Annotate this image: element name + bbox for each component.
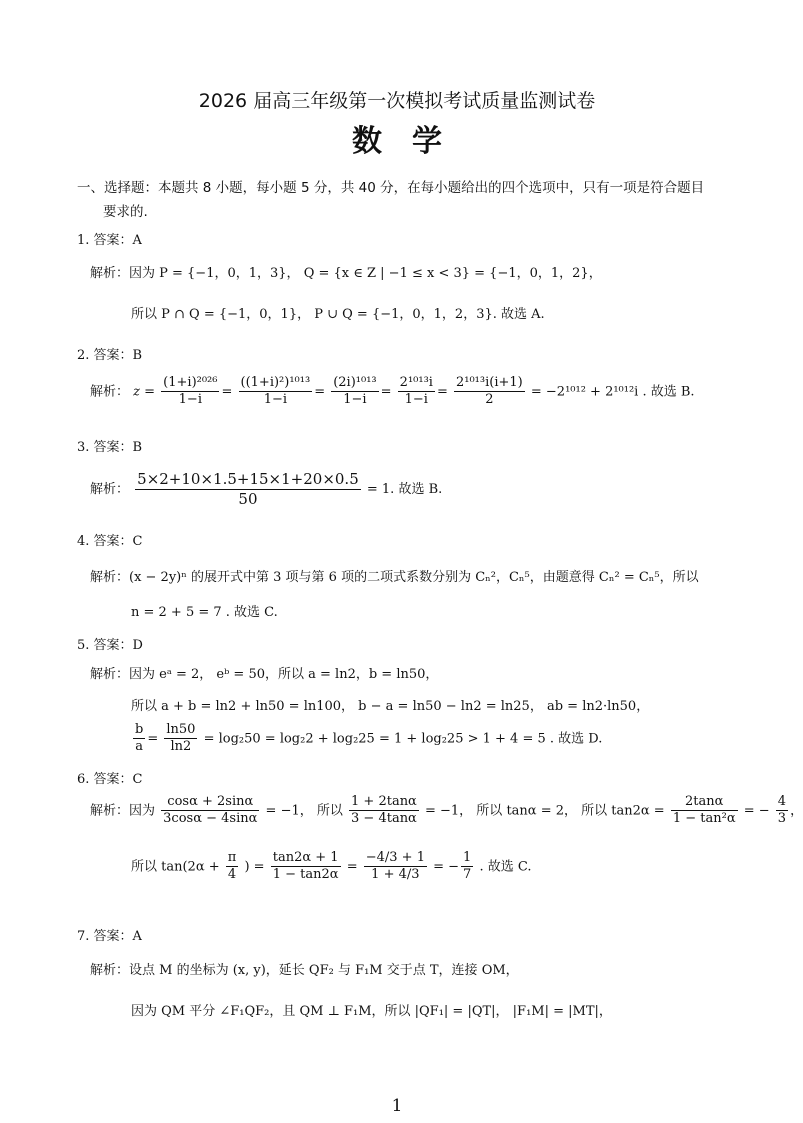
q3-answer: 3. 答案：B [77, 440, 143, 455]
q6-frac-pi: $\frac{\pi}{4}$ [227, 850, 237, 883]
q2-frac-5: $\frac{\text{2¹⁰¹³i(i+1)}}{2}$ [455, 375, 523, 408]
q3-prefix: 解析： [90, 481, 130, 497]
q5-frac-ba: $\frac{b}{a}$ [135, 722, 144, 755]
q2-frac-1: $\frac{\text{(1+i)²⁰²⁶}}{1-i}$ [163, 375, 218, 408]
q6-mid1: = −1， 所以 [265, 803, 343, 819]
q6-frac-1: $\frac{\cos\alpha + 2\sin\alpha}{3\cos\alpha - 4\sin\alpha}$ [163, 794, 258, 827]
q2-z: z = [133, 384, 156, 400]
q6-l2b: ) = [244, 859, 265, 875]
q2-frac-4: $\frac{\text{2¹⁰¹³i}}{1-i}$ [399, 375, 433, 408]
q6-frac-5: $\frac{\tan 2\alpha + 1}{1 - \tan 2\alpha}$ [272, 850, 339, 883]
q3-tail: = 1. 故选 B. [366, 481, 443, 497]
q6-answer: 6. 答案：C [77, 772, 143, 787]
q6-mid2: = −1， 所以 tanα = 2， 所以 tan2α = [424, 803, 665, 819]
q1-solution-line2: 所以 P ∩ Q = {−1，0，1}， P ∪ Q = {−1，0，1，2，3}. 故选 A. [131, 307, 545, 322]
subject-heading: 数 学 [352, 124, 442, 159]
q6-l2pre: 所以 tan(2α + [131, 859, 220, 875]
q6-solution-line2: 所以 tan(2α + $\frac{\pi}{4}$ ) = $\frac{\tan 2\alpha + 1}{1 - \tan 2\alpha}$ = $\frac{-4/3 + 1}{1 + 4/3}$ = − $\frac{1}{7}$ . 故选 C. [131, 850, 532, 883]
section-heading: 一、选择题：本题共 8 小题，每小题 5 分，共 40 分，在每小题给出的四个选项中，只有一项是符合题目 [77, 180, 705, 196]
q6-prefix: 解析：因为 [90, 803, 156, 819]
q1-answer: 1. 答案：A [77, 233, 142, 248]
q6-frac-4: $\frac{4}{3}$ [777, 794, 787, 827]
q4-solution-line2: n = 2 + 5 = 7 . 故选 C. [131, 605, 278, 620]
q6-solution-line1 [90, 794, 803, 828]
q6-frac-3: $\frac{2\tan\alpha}{\text{1 − tan²α}}$ [672, 794, 736, 827]
q7-solution-line1: 解析：设点 M 的坐标为 (x, y)，延长 QF₂ 与 F₁M 交于点 T，连接 OM， [90, 963, 519, 978]
q4-answer: 4. 答案：C [77, 534, 143, 549]
q2-tail: = −2¹⁰¹² + 2¹⁰¹²i . 故选 B. [530, 384, 695, 400]
q6-frac-2: $\frac{1 + 2\tan\alpha}{3 - 4\tan\alpha}$ [351, 794, 417, 827]
q5-answer: 5. 答案：D [77, 638, 143, 653]
q4-solution-line1: 解析：(x − 2y)ⁿ 的展开式中第 3 项与第 6 项的二项式系数分别为 Cₙ²，Cₙ⁵，由题意得 Cₙ² = Cₙ⁵，所以 [90, 570, 699, 585]
q5-solution-line2: 所以 a + b = ln2 + ln50 = ln100， b − a = ln50 − ln2 = ln25， ab = ln2·ln50， [131, 699, 650, 714]
q2-answer: 2. 答案：B [77, 348, 143, 363]
q3-solution [90, 470, 442, 509]
q6-frac-6: $\frac{-4/3 + 1}{1 + 4/3}$ [365, 850, 425, 883]
q6-l2tail: . 故选 C. [479, 859, 532, 875]
q6-eq: = [346, 859, 358, 875]
q6-mid3: = − [743, 803, 770, 819]
q5-solution-line1: 解析：因为 eᵃ = 2， eᵇ = 50，所以 a = ln2，b = ln50， [90, 667, 439, 682]
q3-frac: $\frac{5\times 2+10\times 1.5+15\times 1+20\times 0.5}{50}$ [137, 470, 359, 508]
q2-frac-3: $\frac{\text{(2i)¹⁰¹³}}{1-i}$ [333, 375, 377, 408]
section-heading-cont: 要求的. [103, 204, 148, 220]
q6-frac-7: $\frac{1}{7}$ [463, 850, 472, 883]
q5-solution-line3: $\frac{b}{a}$ = $\frac{\ln 50}{\ln 2}$ = log₂50 = log₂2 + log₂25 = 1 + log₂25 > 1 + 4 = 5 . 故选 D. [135, 722, 603, 755]
q7-solution-line2: 因为 QM 平分 ∠F₁QF₂，且 QM ⊥ F₁M，所以 |QF₁| = |QT|， |F₁M| = |MT|， [131, 1004, 612, 1019]
q1-solution-line1: 解析：因为 P = {−1，0，1，3}， Q = {x ∈ Z | −1 ≤ x < 3} = {−1，0，1，2}， [90, 266, 602, 281]
page-number: 1 [391, 1096, 403, 1116]
q2-solution: 解析： z = $\frac{\text{(1+i)²⁰²⁶}}{1-i}$ = $\frac{\text{((1+i)²)¹⁰¹³}}{1-i}$ = $\frac{\text{(2i)¹⁰¹³}}{1-i}$ = $\frac{\text{2¹⁰¹³i}}{1-i}$ = $\frac{\text{2¹⁰¹³i(i+1)}}{2}$ = −2¹⁰¹² + 2¹⁰¹²i . 故选 B. [90, 375, 695, 408]
q7-answer: 7. 答案：A [77, 929, 142, 944]
exam-title: 2026 届高三年级第一次模拟考试质量监测试卷 [198, 90, 596, 112]
q2-prefix: 解析： [90, 384, 130, 400]
q2-frac-2: $\frac{\text{((1+i)²)¹⁰¹³}}{1-i}$ [240, 375, 311, 408]
q5-frac-ln: $\frac{\ln 50}{\ln 2}$ [166, 722, 196, 755]
q5-tail: = log₂50 = log₂2 + log₂25 = 1 + log₂25 > 1 + 4 = 5 . 故选 D. [203, 731, 603, 747]
q6-end1: ， [790, 803, 803, 819]
